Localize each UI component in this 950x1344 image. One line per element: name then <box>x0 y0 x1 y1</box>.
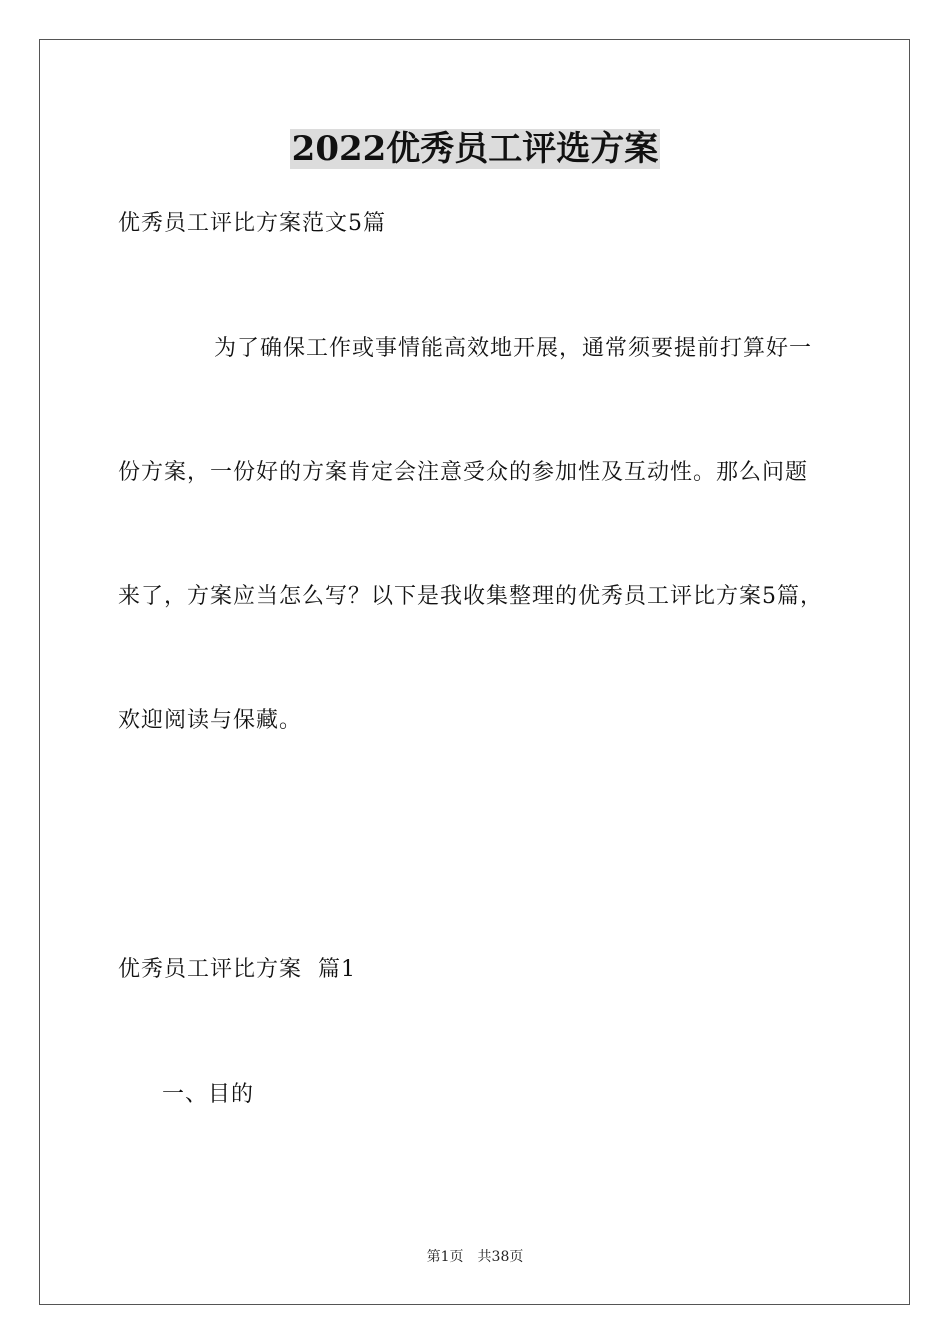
page-footer <box>0 1247 950 1267</box>
document-title-text: 2022优秀员工评选方案 <box>291 129 659 169</box>
section-item: 一、目的 <box>162 1082 255 1107</box>
document-title <box>0 128 950 170</box>
intro-line-3: 来了，方案应当怎么写？以下是我收集整理的优秀员工评比方案5篇， <box>118 584 823 609</box>
intro-line-2: 份方案，一份好的方案肯定会注意受众的参加性及互动性。那么问题 <box>118 460 809 485</box>
document-subtitle: 优秀员工评比方案范文5篇 <box>118 211 386 236</box>
intro-line-4: 欢迎阅读与保藏。 <box>118 708 303 733</box>
intro-line-1: 为了确保工作或事情能高效地开展，通常须要提前打算好一 <box>214 336 813 361</box>
page-number-total: 共38页 <box>477 1249 524 1265</box>
section-heading: 优秀员工评比方案 篇1 <box>118 957 356 982</box>
page-number-current: 第1页 <box>426 1249 464 1265</box>
